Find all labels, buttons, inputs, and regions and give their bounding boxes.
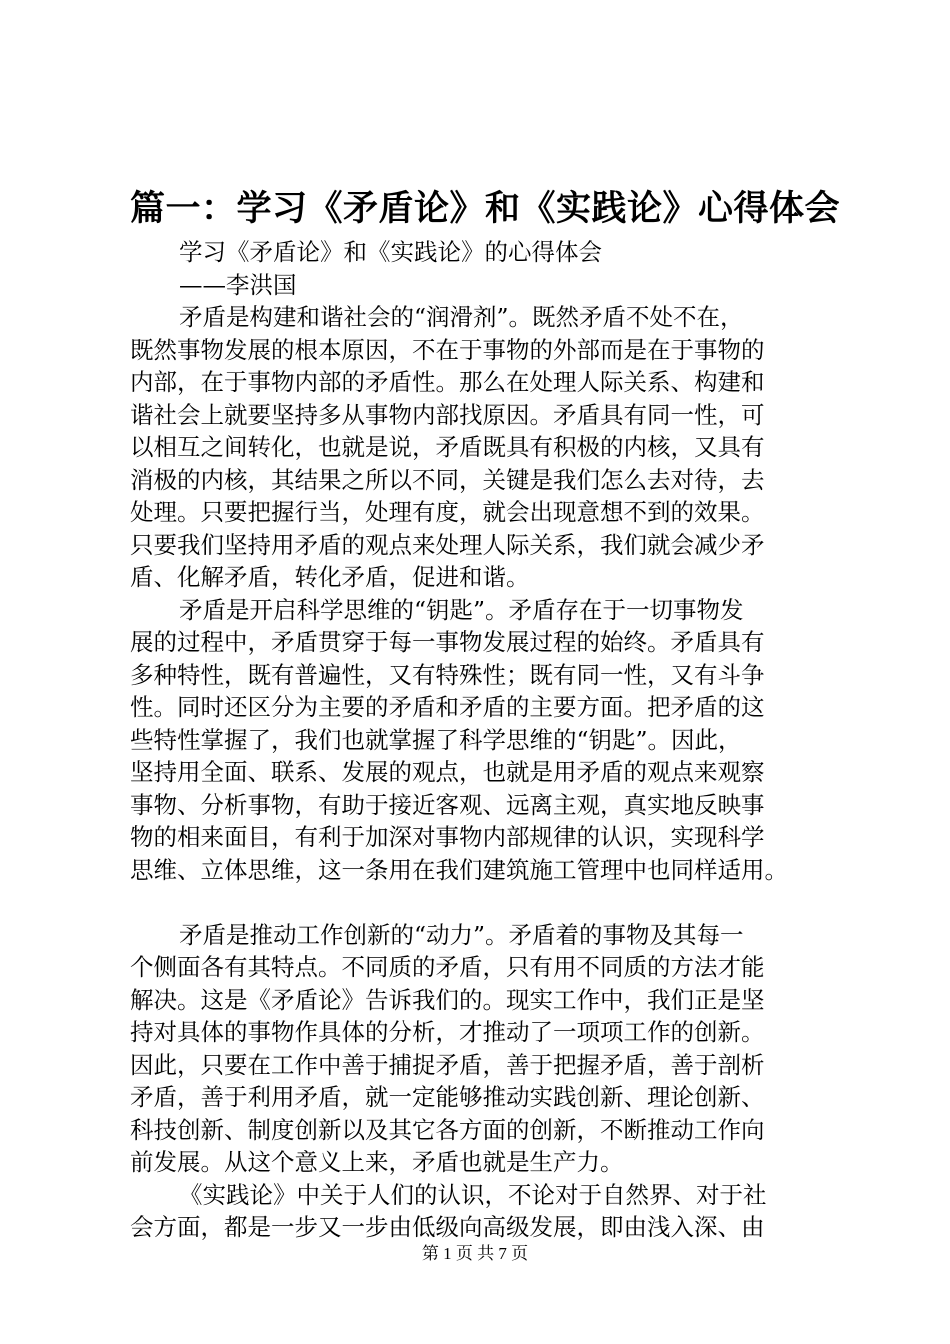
paragraph-line: 性。同时还区分为主要的矛盾和矛盾的主要方面。把矛盾的这 [130,693,765,721]
subtitle: 学习《矛盾论》和《实践论》的心得体会 [179,238,602,266]
paragraph-line: 矛盾是推动工作创新的“动力”。矛盾着的事物及其每一 [179,920,744,949]
paragraph-line: 矛盾，善于利用矛盾，就一定能够推动实践创新、理论创新、 [130,1083,765,1111]
paragraph-line: 展的过程中，矛盾贯穿于每一事物发展过程的始终。矛盾具有 [130,628,765,656]
paragraph-line: 持对具体的事物作具体的分析，才推动了一项项工作的创新。 [130,1018,765,1046]
paragraph-line: 个侧面各有其特点。不同质的矛盾，只有用不同质的方法才能 [130,953,765,981]
paragraph-line: 谐社会上就要坚持多从事物内部找原因。矛盾具有同一性，可 [130,400,765,429]
page-number-footer: 第 1 页 共 7 页 [421,1244,529,1263]
paragraph-line: 内部，在于事物内部的矛盾性。那么在处理人际关系、构建和 [130,368,765,396]
paragraph-4 [130,1179,835,1244]
paragraph-line: 会方面，都是一步又一步由低级向高级发展，即由浅入深、由 [130,1213,765,1241]
paragraph-line: 物的相来面目，有利于加深对事物内部规律的认识，实现科学 [130,823,765,851]
paragraph-line: 只要我们坚持用矛盾的观点来处理人际关系，我们就会减少矛 [130,530,765,559]
document-body [130,236,835,1244]
paragraph-line: 矛盾是构建和谐社会的“润滑剂”。既然矛盾不处不在， [179,303,744,331]
paragraph-3 [130,919,835,1179]
paragraph-line: 解决。这是《矛盾论》告诉我们的。现实工作中，我们正是坚 [130,985,765,1014]
paragraph-line: 消极的内核，其结果之所以不同，关键是我们怎么去对待，去 [130,465,765,494]
paragraph-line: 前发展。从这个意义上来，矛盾也就是生产力。 [130,1148,624,1176]
paragraph-line: 些特性掌握了，我们也就掌握了科学思维的“钥匙”。因此， [130,725,742,754]
paragraph-2 [130,594,835,887]
paragraph-line: 盾、化解矛盾，转化矛盾，促进和谐。 [130,563,530,591]
paragraph-line: 多种特性，既有普遍性，又有特殊性；既有同一性，又有斗争 [130,660,765,689]
paragraph-line: 思维、立体思维，这一条用在我们建筑施工管理中也同样适用。 [130,855,788,884]
paragraph-line: 处理。只要把握行当，处理有度，就会出现意想不到的效果。 [130,498,765,526]
document-title: 篇一：学习《矛盾论》和《实践论》心得体会 [130,188,841,229]
paragraph-line: 《实践论》中关于人们的认识，不论对于自然界、对于社 [179,1180,767,1209]
paragraph-1 [130,301,835,594]
paragraph-line: 科技创新、制度创新以及其它各方面的创新，不断推动工作向 [130,1115,765,1144]
author-line: ——李洪国 [179,270,297,299]
paragraph-line: 因此，只要在工作中善于捕捉矛盾，善于把握矛盾，善于剖析 [130,1050,765,1079]
paragraph-line: 事物、分析事物，有助于接近客观、远离主观，真实地反映事 [130,790,765,819]
paragraph-line: 既然事物发展的根本原因，不在于事物的外部而是在于事物的 [130,335,765,364]
blank-line [130,886,835,919]
paragraph-line: 坚持用全面、联系、发展的观点，也就是用矛盾的观点来观察 [130,758,765,786]
paragraph-line: 矛盾是开启科学思维的“钥匙”。矛盾存在于一切事物发 [179,595,744,624]
paragraph-line: 以相互之间转化，也就是说，矛盾既具有积极的内核，又具有 [130,433,765,461]
